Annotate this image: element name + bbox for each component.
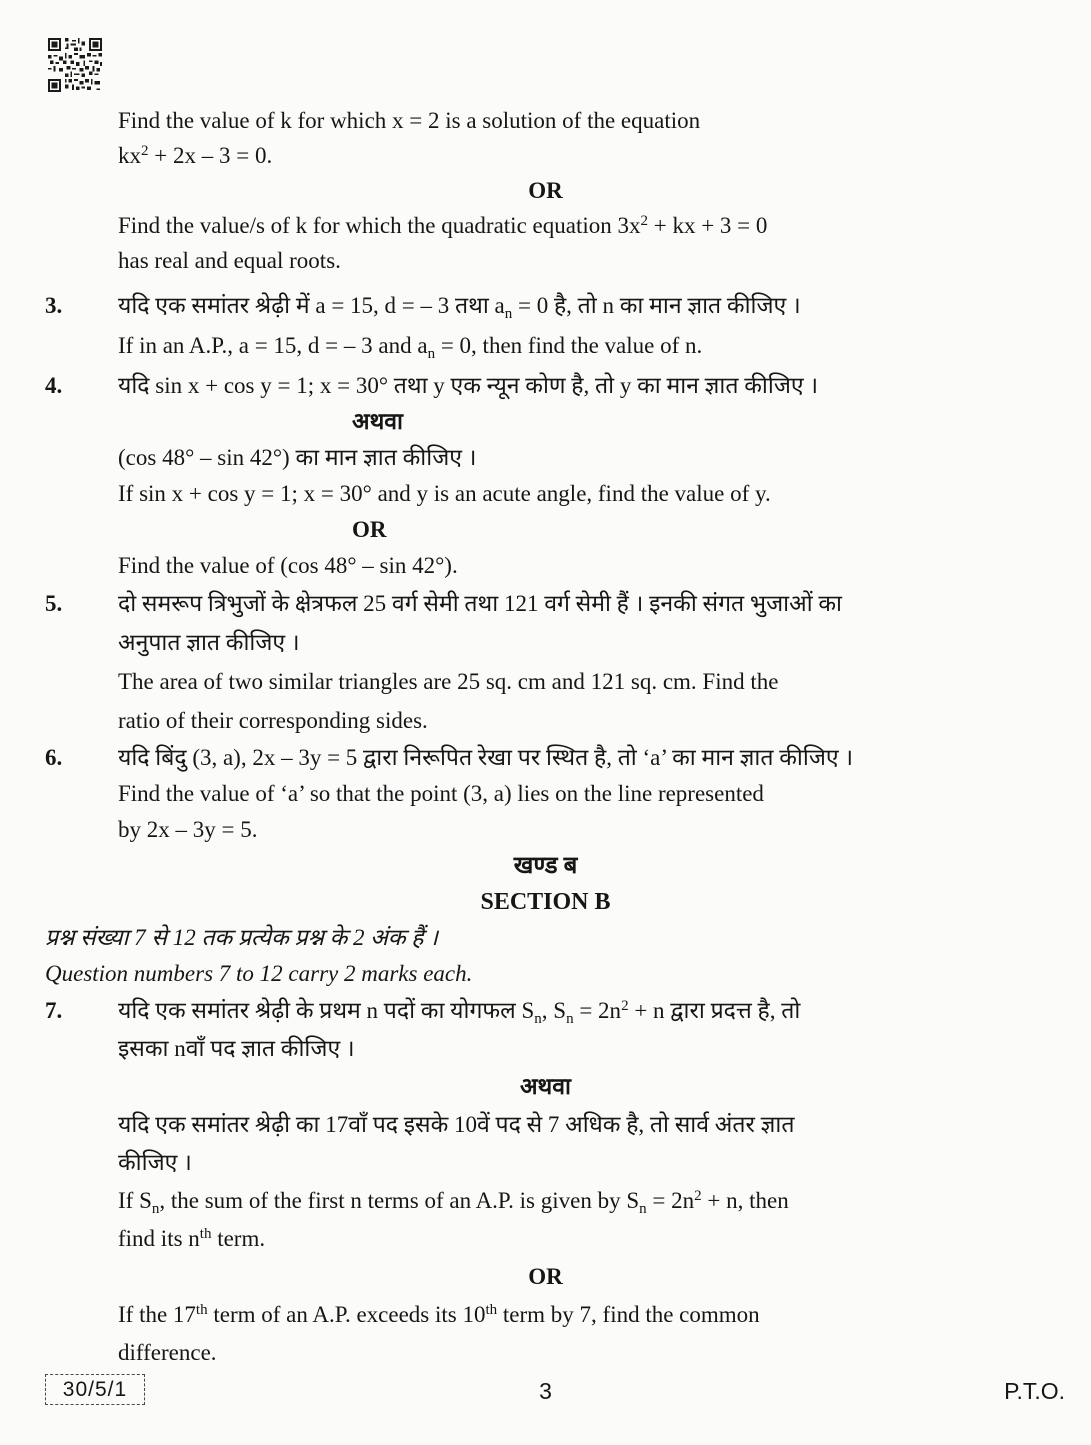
page-number: 3 [539, 1378, 552, 1404]
q7-hindi-line2: इसका nवाँ पद ज्ञात कीजिए । [118, 1036, 355, 1061]
q3-hindi-line [0, 286, 1091, 326]
section-b-heading-english: SECTION B [480, 889, 611, 915]
q3-hindi-text: यदि एक समांतर श्रेढ़ी में a = 15, d = – 3 तथा $a_n = 0$ है, तो n का मान ज्ञात कीजिए । [118, 293, 801, 322]
question-4 [0, 368, 1091, 584]
q7-english-line1: If $S_n$, the sum of the first n terms of an A.P. is given by $S_n = 2n^2 + n$, then [118, 1188, 789, 1217]
q7-english-alternative-line1: If the 17th term of an A.P. exceeds its 10th term by 7, find the common [118, 1302, 760, 1327]
q7-english-alternative-line2: difference. [118, 1340, 217, 1365]
question-5 [0, 584, 1091, 740]
q4-hindi-text: यदि sin x + cos y = 1; x = 30° तथा y एक न्यून कोण है, तो y का मान ज्ञात कीजिए । [118, 373, 819, 398]
q7-hindi-line1 [0, 992, 1091, 1030]
q4-english-line: If sin x + cos y = 1; x = 30° and y is an acute angle, find the value of y. [118, 481, 771, 506]
q2-alternative-line2: has real and equal roots. [118, 248, 341, 273]
q6-hindi-line [0, 740, 1091, 776]
q7-english-line2: find its $n^{th}$ term. [118, 1226, 266, 1251]
section-b-heading-hindi: खण्ड ब [513, 853, 578, 879]
q7-or-divider-hindi: अथवा [519, 1074, 571, 1099]
q6-hindi-text: यदि बिंदु (3, a), 2x – 3y = 5 द्वारा निरूपित रेखा पर स्थित है, तो ‘a’ का मान ज्ञात कीजिए । [118, 745, 854, 770]
q3-english-line [0, 326, 1091, 366]
q5-english-line2: ratio of their corresponding sides. [118, 708, 428, 733]
section-b-instructions [0, 920, 1091, 992]
q7-number: 7. [45, 998, 63, 1023]
instructions-english: Question numbers 7 to 12 carry 2 marks each. [45, 961, 473, 986]
question-7 [0, 992, 1091, 1372]
q6-number: 6. [45, 745, 63, 770]
q3-number: 3. [45, 293, 63, 318]
q7-or-divider-english: OR [528, 1264, 563, 1289]
q2-equation-line: $kx^2 + 2x - 3 = 0$. [118, 143, 273, 168]
q2-english-line1: Find the value of k for which x = 2 is a solution of the equation [118, 108, 701, 133]
q7-hindi-text1: यदि एक समांतर श्रेढ़ी के प्रथम n पदों का योगफल $S_n$, $S_n = 2n^2 + n$ द्वारा प्रदत्त है, तो [118, 998, 801, 1027]
q4-hindi-line [0, 368, 1091, 404]
q2-or-divider: OR [528, 178, 563, 203]
q5-hindi-line2: अनुपात ज्ञात कीजिए । [118, 630, 300, 655]
question-3 [0, 286, 1091, 366]
pto-label: P.T.O. [1004, 1378, 1065, 1404]
q6-english-line1: Find the value of ‘a’ so that the point (3, a) lies on the line represented [118, 781, 764, 806]
q3-english-text: If in an A.P., a = 15, d = – 3 and $a_n = 0$, then find the value of n. [118, 333, 703, 362]
instructions-hindi: प्रश्न संख्या 7 से 12 तक प्रत्येक प्रश्न के 2 अंक हैं । [45, 925, 438, 950]
paper-code-box [45, 1374, 145, 1405]
q6-english-line2: by 2x – 3y = 5. [118, 817, 258, 842]
q5-hindi-text1: दो समरूप त्रिभुजों के क्षेत्रफल 25 वर्ग सेमी तथा 121 वर्ग सेमी हैं । इनकी संगत भुजाओं का [118, 591, 842, 616]
paper-code: 30/5/1 [62, 1377, 128, 1401]
q2-alternative-line1: Find the value/s of k for which the quadratic equation $3x^2$ + kx + 3 = 0 [118, 213, 768, 238]
section-b-heading [0, 848, 1091, 920]
q7-hindi-alternative-line2: कीजिए । [118, 1150, 192, 1175]
q5-hindi-line1 [0, 584, 1091, 623]
question-6 [0, 740, 1091, 848]
question-2-continuation [0, 103, 1091, 278]
q7-hindi-alternative-line1: यदि एक समांतर श्रेढ़ी का 17वाँ पद इसके 10वें पद से 7 अधिक है, तो सार्व अंतर ज्ञात [118, 1112, 795, 1137]
q5-english-line1: The area of two similar triangles are 25 sq. cm and 121 sq. cm. Find the [118, 669, 779, 694]
q4-or-divider-hindi: अथवा [352, 409, 404, 434]
q4-hindi-alternative: (cos 48° – sin 42°) का मान ज्ञात कीजिए । [118, 445, 477, 470]
q4-english-alternative: Find the value of (cos 48° – sin 42°). [118, 553, 458, 578]
q4-number: 4. [45, 373, 63, 398]
q4-or-divider-english: OR [352, 517, 387, 542]
qr-code-icon [48, 36, 102, 94]
q5-number: 5. [45, 591, 63, 616]
